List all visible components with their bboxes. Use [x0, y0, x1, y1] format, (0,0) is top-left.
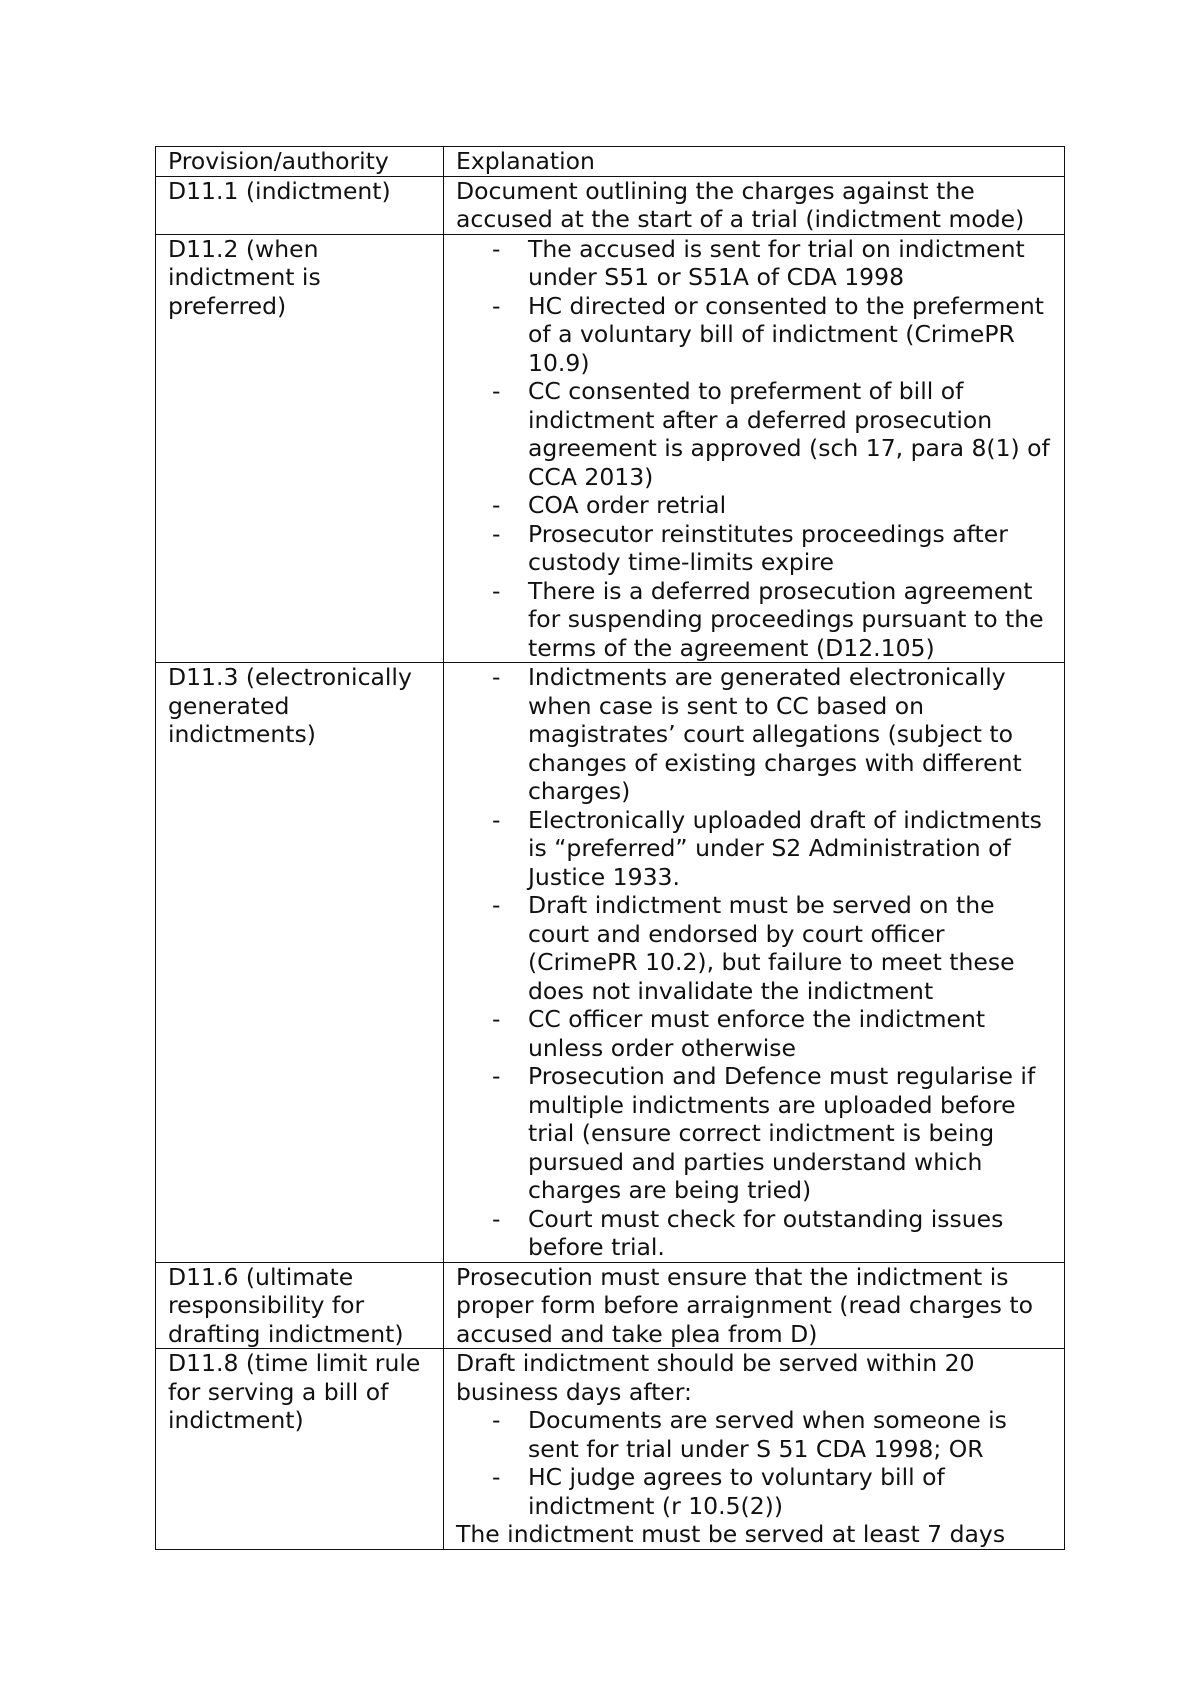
list-item: - Draft indictment must be served on the court and endorsed by court officer (CrimePR 10.2), but failure to meet these does not invalidate the indictment: [456, 891, 1056, 1005]
table-row: [156, 176, 1065, 234]
bullet-list: [456, 235, 1056, 663]
list-item: - CC officer must enforce the indictment unless order otherwise: [456, 1005, 1056, 1062]
explanation-intro: Draft indictment should be served within 20 business days after:: [456, 1349, 975, 1406]
provision-cell: D11.2 (when indictment is preferred): [156, 234, 444, 663]
table-row: [156, 1262, 1065, 1349]
explanation-outro: The indictment must be served at least 7 days: [456, 1520, 1006, 1548]
explanation-cell: [444, 663, 1065, 1263]
provisions-table: [155, 146, 1065, 1550]
list-item: - There is a deferred prosecution agreement for suspending proceedings pursuant to the terms of the agreement (D12.105): [456, 577, 1056, 663]
provision-cell: D11.6 (ultimate responsibility for drafting indictment): [156, 1262, 444, 1349]
list-item: - HC judge agrees to voluntary bill of indictment (r 10.5(2)): [456, 1463, 1056, 1520]
explanation-cell: Prosecution must ensure that the indictment is proper form before arraignment (read charges to accused and take plea from D): [444, 1262, 1065, 1349]
list-item: - Documents are served when someone is sent for trial under S 51 CDA 1998; OR: [456, 1406, 1056, 1463]
header-provision: Provision/authority: [156, 147, 444, 177]
list-item: - COA order retrial: [456, 491, 1056, 520]
list-item: - The accused is sent for trial on indictment under S51 or S51A of CDA 1998: [456, 235, 1056, 292]
list-item: - Court must check for outstanding issues before trial.: [456, 1205, 1056, 1262]
provision-cell: D11.8 (time limit rule for serving a bill of indictment): [156, 1349, 444, 1550]
bullet-list: [456, 1406, 1056, 1520]
list-item: - CC consented to preferment of bill of indictment after a deferred prosecution agreement is approved (sch 17, para 8(1) of CCA 2013): [456, 377, 1056, 491]
bullet-list: [456, 663, 1056, 1262]
table-header-row: [156, 147, 1065, 177]
list-item: - Indictments are generated electronically when case is sent to CC based on magistrates’ court allegations (subject to changes of existing charges with different charges): [456, 663, 1056, 806]
provision-cell: D11.1 (indictment): [156, 176, 444, 234]
header-explanation: Explanation: [444, 147, 1065, 177]
list-item: - HC directed or consented to the preferment of a voluntary bill of indictment (CrimePR 10.9): [456, 292, 1056, 378]
table-row: [156, 663, 1065, 1263]
table-row: [156, 234, 1065, 663]
provision-cell: D11.3 (electronically generated indictments): [156, 663, 444, 1263]
explanation-cell: [444, 234, 1065, 663]
list-item: - Prosecutor reinstitutes proceedings after custody time-limits expire: [456, 520, 1056, 577]
table-row: [156, 1349, 1065, 1550]
explanation-cell: Document outlining the charges against the accused at the start of a trial (indictment mode): [444, 176, 1065, 234]
explanation-cell: [444, 1349, 1065, 1550]
list-item: - Prosecution and Defence must regularise if multiple indictments are uploaded before trial (ensure correct indictment is being pursued and parties understand which charges are being tried): [456, 1062, 1056, 1205]
list-item: - Electronically uploaded draft of indictments is “preferred” under S2 Administration of Justice 1933.: [456, 806, 1056, 892]
